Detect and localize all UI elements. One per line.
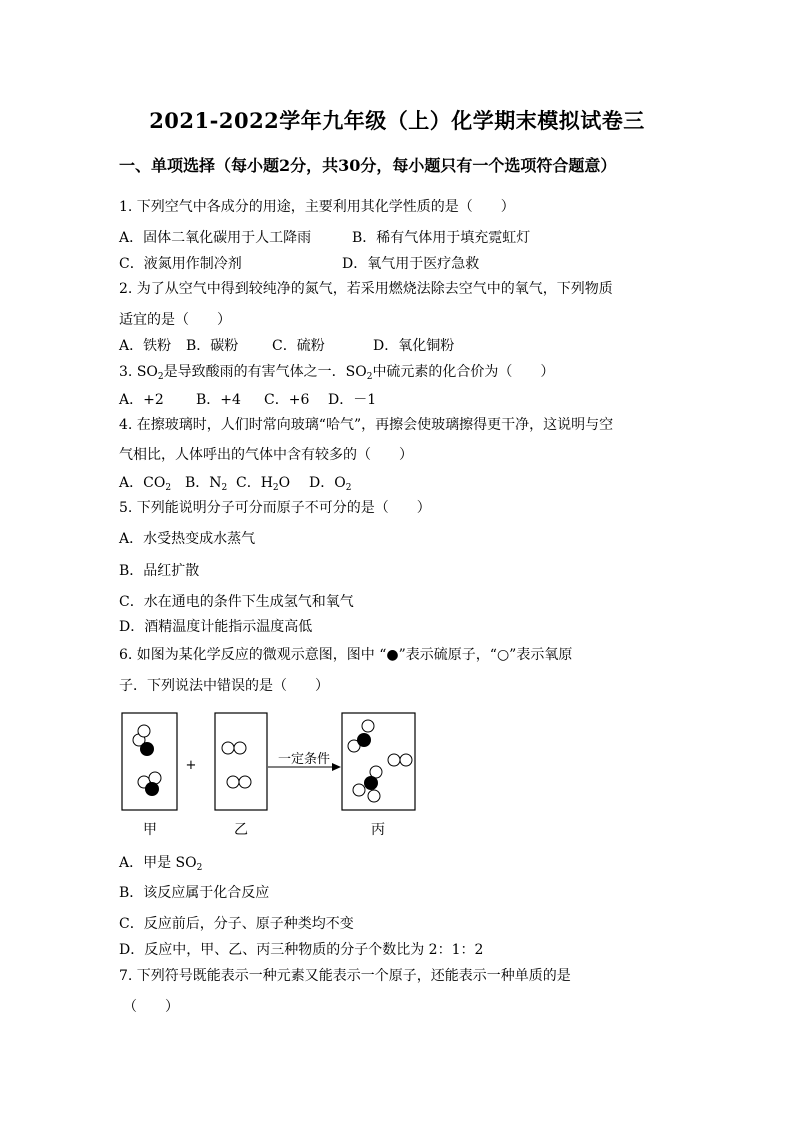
question-4-stem-line1: 4. 在擦玻璃时，人们时常向玻璃“哈气”，再擦会使玻璃擦得更干净，这说明与空 (119, 417, 614, 433)
q2-option-a: A．铁粉 (119, 338, 172, 354)
q4-option-d-text: D．O (309, 475, 346, 491)
q5-option-b: B．品红扩散 (119, 563, 200, 579)
question-6-stem-line1: 6. 如图为某化学反应的微观示意图，图中 “●”表示硫原子，“○”表示氧原 (119, 647, 573, 663)
q4-option-c-text: C．H (236, 475, 273, 491)
oxygen-atom (400, 754, 412, 766)
q4-option-d (309, 474, 351, 497)
oxygen-atom (234, 742, 246, 754)
q3-formula (137, 364, 164, 380)
oxygen-atom (138, 725, 150, 737)
q4-option-c-text-end: O (278, 475, 291, 491)
q3-formula-2 (346, 364, 373, 380)
q4-option-a-text: A．CO (119, 475, 166, 491)
box-yi (215, 713, 267, 810)
q1-option-c: C．液氮用作制冷剂 (119, 256, 242, 272)
q5-option-a: A．水受热变成水蒸气 (119, 531, 256, 547)
oxygen-atom (353, 784, 365, 796)
question-7-stem-line2: （ ） (123, 999, 179, 1015)
q3-option-b: B．+4 (196, 392, 241, 408)
q3-stem-mid: 是导致酸雨的有害气体之一． (163, 364, 346, 380)
plus-sign: + (185, 758, 197, 773)
reaction-diagram (110, 702, 440, 842)
q1-option-b: B．稀有气体用于填充霓虹灯 (352, 230, 531, 246)
section-heading: 一、单项选择（每小题2分，共30分，每小题只有一个选项符合题意） (119, 156, 617, 175)
q6-option-c: C．反应前后，分子、原子种类均不变 (119, 916, 354, 932)
question-3-stem (119, 363, 554, 386)
question-4-stem-line2: 气相比，人体呼出的气体中含有较多的（ ） (119, 447, 413, 463)
q4-option-b (185, 474, 227, 497)
question-2-stem-line2: 适宜的是（ ） (119, 312, 231, 328)
q6-option-a (119, 854, 202, 877)
q3-formula-base: SO (136, 364, 158, 380)
q4-option-a (119, 474, 171, 497)
oxygen-atom (227, 776, 239, 788)
q5-option-c: C．水在通电的条件下生成氢气和氧气 (119, 594, 354, 610)
q4-option-c (236, 474, 290, 497)
q4-option-d-subscript: 2 (345, 483, 352, 493)
q3-stem-end: 中硫元素的化合价为（ ） (372, 364, 555, 380)
q4-option-a-subscript: 2 (165, 483, 172, 493)
sulfur-atom (140, 742, 154, 756)
q4-option-c-subscript: 2 (272, 483, 279, 493)
question-1-stem: 1. 下列空气中各成分的用途，主要利用其化学性质的是（ ） (119, 199, 515, 215)
sulfur-atom (145, 782, 159, 796)
label-jia: 甲 (143, 822, 157, 838)
sulfur-atom (357, 733, 371, 747)
q6-option-b: B．该反应属于化合反应 (119, 885, 270, 901)
question-7-stem-line1: 7. 下列符号既能表示一种元素又能表示一个原子，还能表示一种单质的是 (119, 968, 571, 984)
page-title: 2021-2022学年九年级（上）化学期末模拟试卷三 (149, 108, 645, 133)
q6-option-d: D．反应中，甲、乙、丙三种物质的分子个数比为 2：1：2 (119, 942, 484, 958)
question-6-stem-line2: 子．下列说法中错误的是（ ） (119, 678, 329, 694)
arrow-head (332, 763, 341, 771)
oxygen-atom (362, 720, 374, 732)
oxygen-atom (388, 754, 400, 766)
q6-option-a-subscript: 2 (196, 863, 203, 873)
q6-option-a-text: A．甲是 SO (119, 855, 197, 871)
arrow-condition-label: 一定条件 (277, 752, 331, 767)
label-yi: 乙 (234, 822, 248, 838)
q4-option-b-text: B．N (185, 475, 222, 491)
q3-formula-subscript: 2 (157, 372, 164, 382)
q2-option-c: C．硫粉 (272, 338, 325, 354)
q1-option-a: A．固体二氧化碳用于人工降雨 (119, 230, 312, 246)
label-bing: 丙 (371, 822, 385, 838)
q5-option-d: D．酒精温度计能指示温度高低 (119, 619, 313, 635)
oxygen-atom (239, 776, 251, 788)
sulfur-atom (364, 776, 378, 790)
q3-number: 3. (119, 364, 133, 380)
q3-formula-2-subscript: 2 (366, 372, 373, 382)
q3-formula-2-base: SO (345, 364, 367, 380)
oxygen-atom (222, 742, 234, 754)
q3-option-c: C．+6 (264, 392, 310, 408)
q2-option-b: B．碳粉 (186, 338, 239, 354)
oxygen-atom (368, 790, 380, 802)
question-2-stem-line1: 2. 为了从空气中得到较纯净的氮气，若采用燃烧法除去空气中的氧气，下列物质 (119, 281, 613, 297)
question-5-stem: 5. 下列能说明分子可分而原子不可分的是（ ） (119, 500, 431, 516)
q1-option-d: D．氧气用于医疗急救 (342, 256, 480, 272)
q3-option-d: D．－1 (328, 392, 377, 408)
q2-option-d: D．氧化铜粉 (373, 338, 455, 354)
q4-option-b-subscript: 2 (221, 483, 228, 493)
q3-option-a: A．+2 (119, 392, 164, 408)
